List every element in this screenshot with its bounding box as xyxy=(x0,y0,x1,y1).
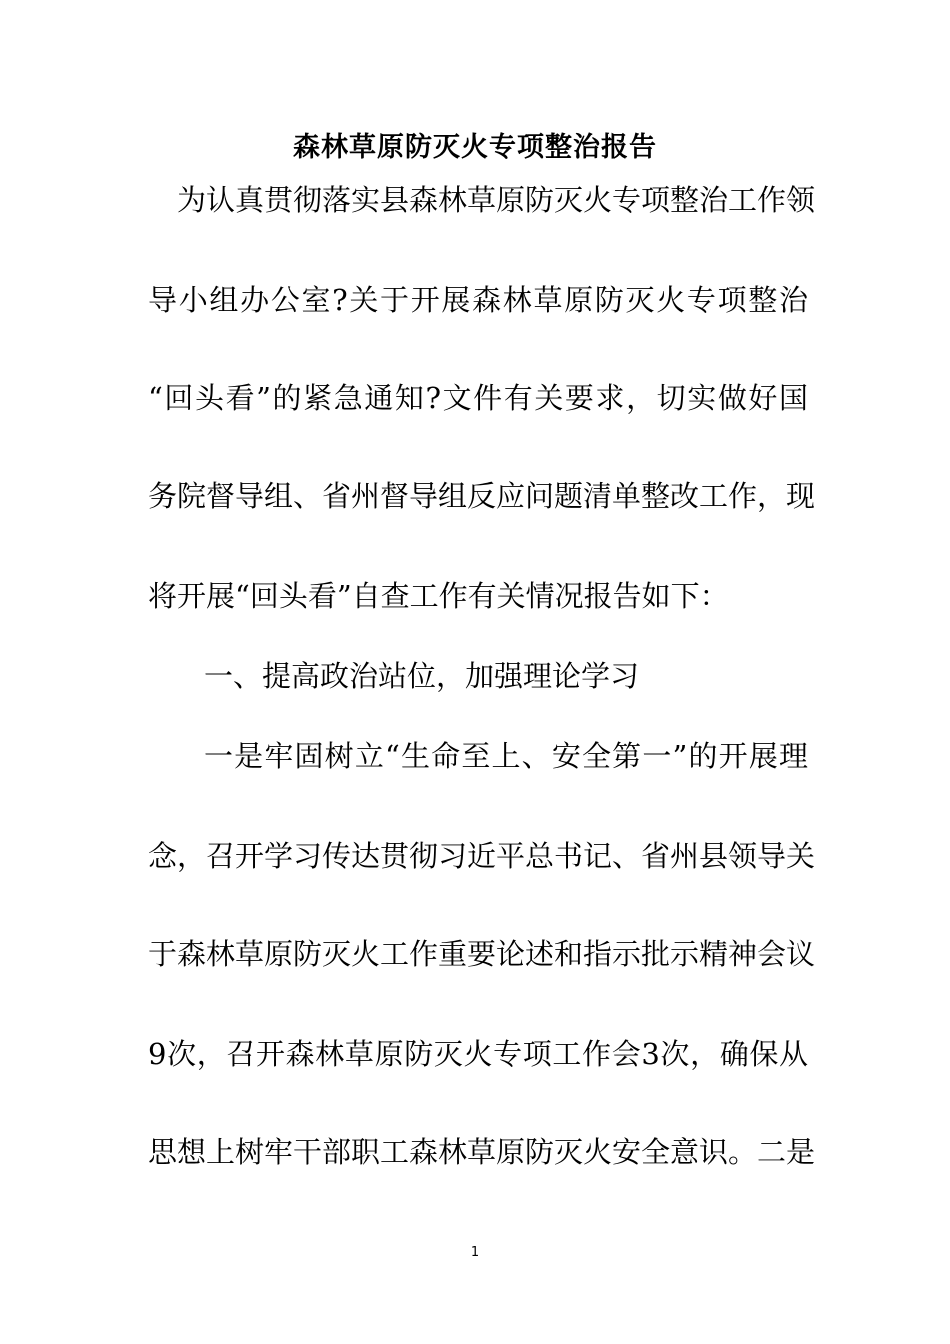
body-line-5: 将开展“回头看”自查工作有关情况报告如下： xyxy=(148,579,729,613)
body-line-2: 导小组办公室?关于开展森林草原防灭火专项整治 xyxy=(148,283,808,317)
body-line-11: 思想上树牢干部职工森林草原防灭火安全意识。二是 xyxy=(148,1135,816,1169)
body-line-1: 为认真贯彻落实县森林草原防灭火专项整治工作领 xyxy=(177,183,816,217)
document-title: 森林草原防灭火专项整治报告 xyxy=(293,132,657,163)
body-line-4: 务院督导组、省州督导组反应问题清单整改工作，现 xyxy=(148,479,816,513)
page-number: 1 xyxy=(470,1245,480,1260)
section-heading-1: 一、提高政治站位，加强理论学习 xyxy=(204,659,640,693)
body-line-3: “回头看”的紧急通知?文件有关要求，切实做好国 xyxy=(148,381,808,415)
body-line-7: 一是牢固树立“生命至上、安全第一”的开展理 xyxy=(204,739,808,773)
body-line-8: 念，召开学习传达贯彻习近平总书记、省州县领导关 xyxy=(148,839,816,873)
body-line-10: 9次，召开森林草原防灭火专项工作会3次，确保从 xyxy=(148,1037,808,1071)
body-line-9: 于森林草原防灭火工作重要论述和指示批示精神会议 xyxy=(148,937,816,971)
